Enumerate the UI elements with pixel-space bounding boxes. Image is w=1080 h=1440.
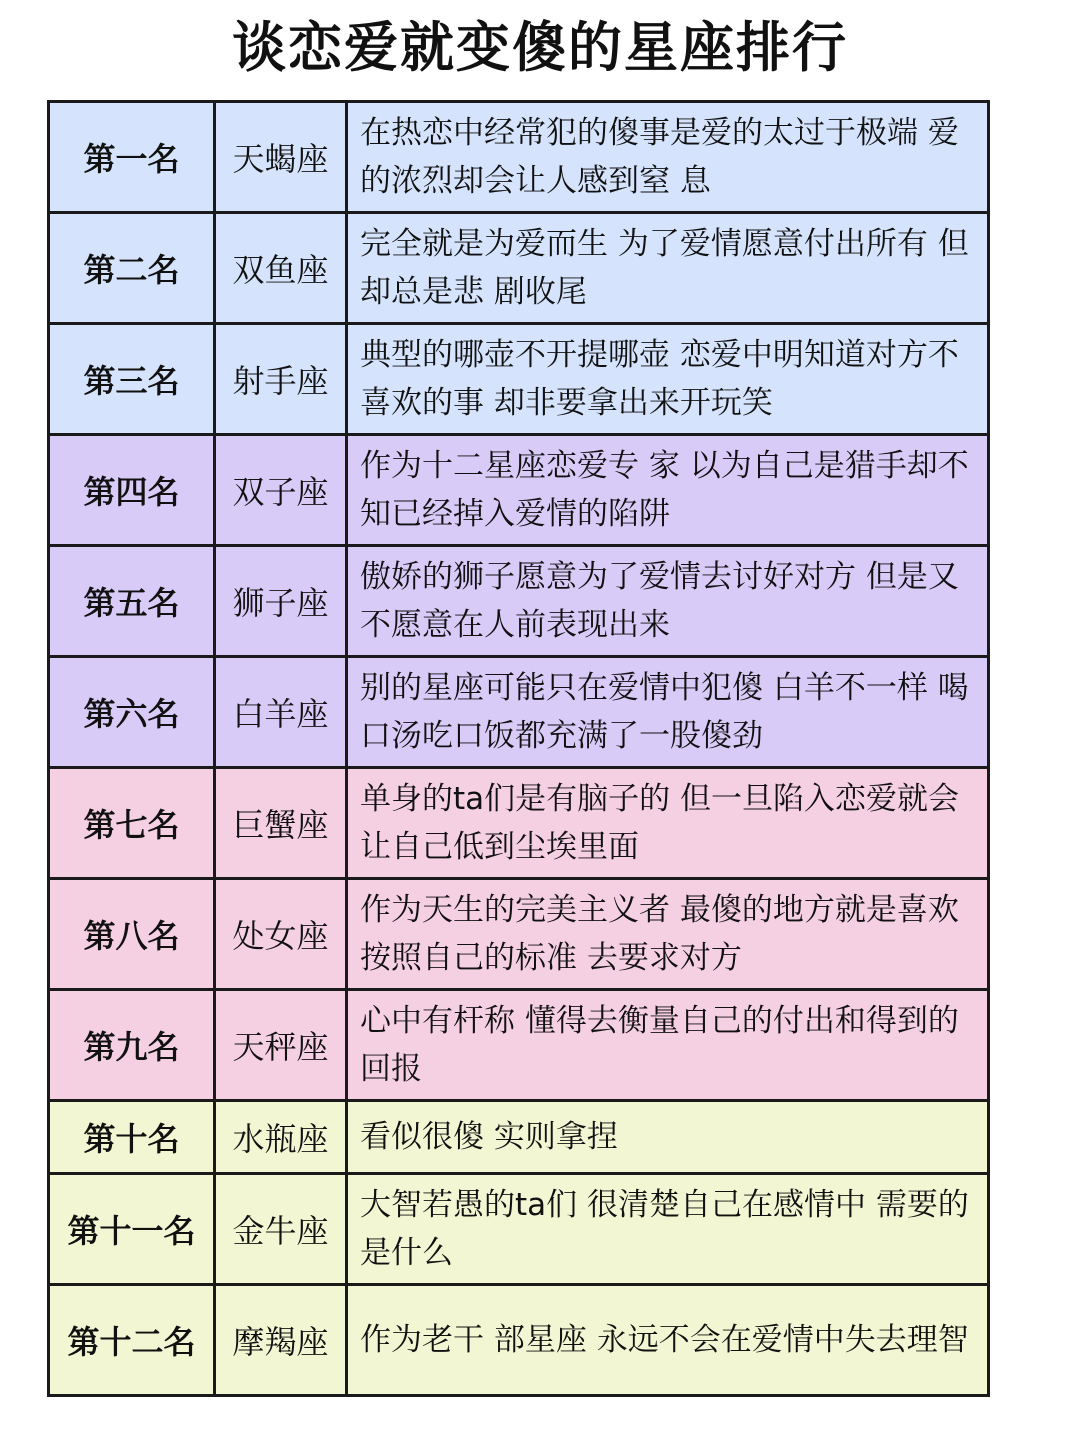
description-cell: 完全就是为爱而生 为了爱情愿意付出所有 但却总是悲 剧收尾 — [347, 213, 989, 324]
table-row — [49, 990, 989, 1101]
rank-cell: 第一名 — [49, 102, 215, 213]
sign-cell: 天蝎座 — [215, 102, 347, 213]
rank-cell: 第五名 — [49, 546, 215, 657]
sign-cell: 双鱼座 — [215, 213, 347, 324]
table-row — [49, 546, 989, 657]
description-cell: 心中有杆称 懂得去衡量自己的付出和得到的回报 — [347, 990, 989, 1101]
sign-cell: 射手座 — [215, 324, 347, 435]
rank-cell: 第四名 — [49, 435, 215, 546]
table-row — [49, 1174, 989, 1285]
table-row — [49, 324, 989, 435]
rank-cell: 第十一名 — [49, 1174, 215, 1285]
sign-cell: 巨蟹座 — [215, 768, 347, 879]
rank-cell: 第六名 — [49, 657, 215, 768]
sign-cell: 处女座 — [215, 879, 347, 990]
ranking-table — [47, 100, 990, 1397]
sign-cell: 水瓶座 — [215, 1101, 347, 1174]
table-row — [49, 435, 989, 546]
rank-cell: 第三名 — [49, 324, 215, 435]
sign-cell: 狮子座 — [215, 546, 347, 657]
description-cell: 傲娇的狮子愿意为了爱情去讨好对方 但是又不愿意在人前表现出来 — [347, 546, 989, 657]
table-row — [49, 102, 989, 213]
rank-cell: 第九名 — [49, 990, 215, 1101]
page-title: 谈恋爱就变傻的星座排行 — [232, 16, 848, 79]
sign-cell: 摩羯座 — [215, 1285, 347, 1396]
description-cell: 在热恋中经常犯的傻事是爱的太过于极端 爱的浓烈却会让人感到窒 息 — [347, 102, 989, 213]
description-cell: 别的星座可能只在爱情中犯傻 白羊不一样 喝口汤吃口饭都充满了一股傻劲 — [347, 657, 989, 768]
description-cell: 看似很傻 实则拿捏 — [347, 1101, 989, 1174]
table-row — [49, 657, 989, 768]
description-cell: 作为十二星座恋爱专 家 以为自己是猎手却不知已经掉入爱情的陷阱 — [347, 435, 989, 546]
table-row — [49, 879, 989, 990]
sign-cell: 双子座 — [215, 435, 347, 546]
table-row — [49, 1101, 989, 1174]
sign-cell: 白羊座 — [215, 657, 347, 768]
table-row — [49, 213, 989, 324]
rank-cell: 第十名 — [49, 1101, 215, 1174]
rank-cell: 第十二名 — [49, 1285, 215, 1396]
sign-cell: 天秤座 — [215, 990, 347, 1101]
sign-cell: 金牛座 — [215, 1174, 347, 1285]
rank-cell: 第八名 — [49, 879, 215, 990]
rank-cell: 第二名 — [49, 213, 215, 324]
description-cell: 典型的哪壶不开提哪壶 恋爱中明知道对方不喜欢的事 却非要拿出来开玩笑 — [347, 324, 989, 435]
description-cell: 大智若愚的ta们 很清楚自己在感情中 需要的是什么 — [347, 1174, 989, 1285]
description-cell: 作为天生的完美主义者 最傻的地方就是喜欢按照自己的标准 去要求对方 — [347, 879, 989, 990]
description-cell: 作为老干 部星座 永远不会在爱情中失去理智 — [347, 1285, 989, 1396]
table-row — [49, 768, 989, 879]
description-cell: 单身的ta们是有脑子的 但一旦陷入恋爱就会让自己低到尘埃里面 — [347, 768, 989, 879]
table-row — [49, 1285, 989, 1396]
rank-cell: 第七名 — [49, 768, 215, 879]
